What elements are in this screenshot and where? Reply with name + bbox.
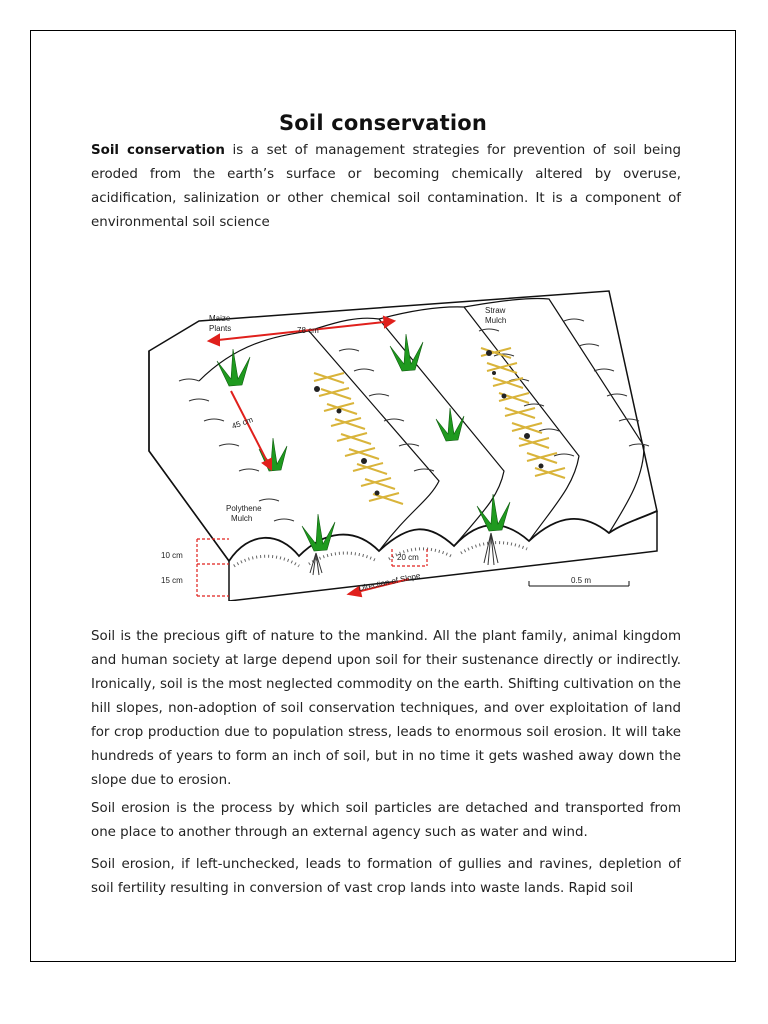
label-polythene-mulch: Mulch bbox=[231, 514, 253, 523]
label-scale: 0.5 m bbox=[571, 576, 592, 585]
body-paragraph-3: Soil erosion, if left-unchecked, leads to formation of gullies and ravines, depletion of soil fertility resulting in conversion of vast crop lands into waste lands. Rapid soil bbox=[91, 857, 681, 896]
label-78cm: 78 cm bbox=[297, 326, 319, 335]
document-page bbox=[30, 30, 736, 962]
intro-text: is a set of management strategies for prevention of soil being eroded from the earth’s surface or becoming chemically altered by overuse, acidification, salinization or other chemical soil contamination. It is a component of environmental soil science bbox=[91, 143, 682, 230]
label-direction-of-slope: Direction of Slope bbox=[357, 571, 422, 593]
label-15cm: 15 cm bbox=[161, 576, 183, 585]
intro-paragraph bbox=[91, 139, 681, 235]
label-45cm: 45 cm bbox=[230, 414, 255, 431]
label-straw-mulch: Mulch bbox=[485, 316, 507, 325]
label-polythene: Polythene bbox=[226, 504, 262, 513]
intro-term: Soil conservation bbox=[91, 143, 225, 158]
page-title: Soil conservation bbox=[278, 111, 488, 136]
label-straw: Straw bbox=[485, 306, 506, 315]
label-10cm: 10 cm bbox=[161, 551, 183, 560]
label-20cm: 20 cm bbox=[397, 553, 419, 562]
body-paragraph-2: Soil erosion is the process by which soil particles are detached and transported from one place to another through an external agency such as water and wind. bbox=[91, 801, 681, 840]
label-maize: Maize bbox=[209, 314, 231, 323]
body-paragraph-1: Soil is the precious gift of nature to the mankind. All the plant family, animal kingdom and human society at large depend upon soil for their sustenance directly or indirectly. Ironically, soil is the most neglected commodity on the earth. Shifting cultivation on the hill slopes, non-adoption of soil conservation techniques, and over exploitation of land for crop production due to population stress, leads to enormous soil erosion. It will take hundreds of years to form an inch of soil, but in no time it gets washed away down the slope due to erosion. bbox=[91, 629, 681, 788]
soil-ridge-diagram bbox=[109, 261, 659, 601]
label-plants: Plants bbox=[209, 324, 232, 333]
